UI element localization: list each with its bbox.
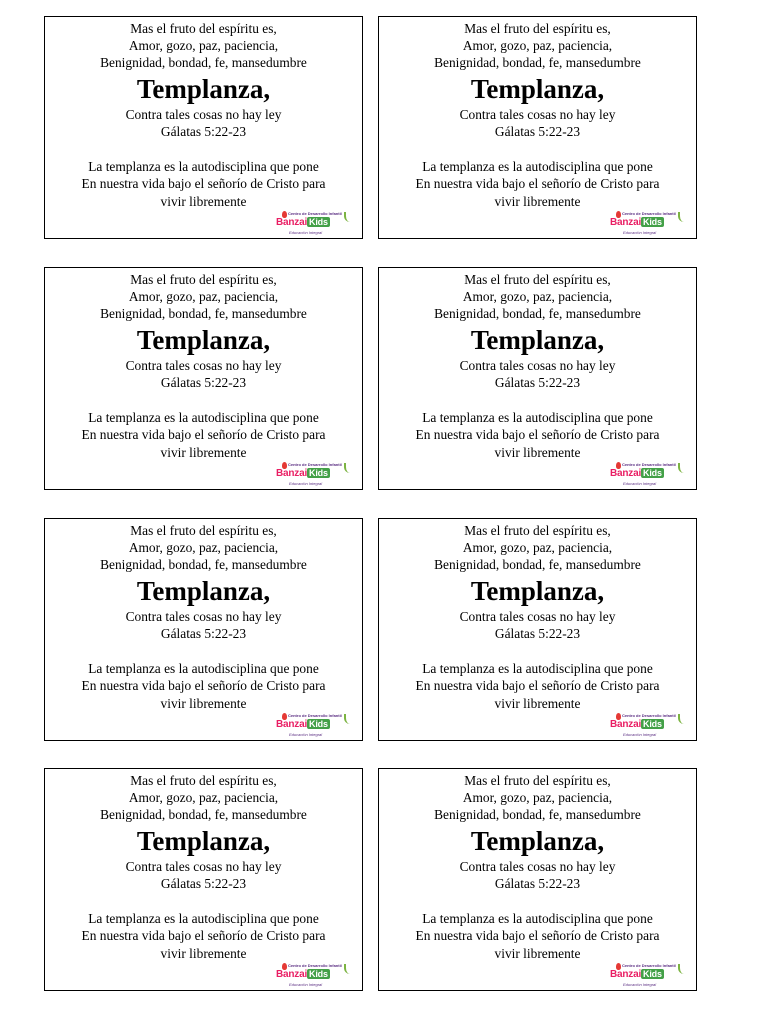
logo-brand-main: Banzai [610,969,642,980]
temperance-card [378,16,697,239]
description-line: vivir libremente [160,193,247,209]
card-reference [379,608,696,642]
verse-line: Benignidad, bondad, fe, mansedumbre [100,306,307,322]
logo-brand-kids: Kids [643,217,662,227]
verse-line: Benignidad, bondad, fe, mansedumbre [100,55,307,71]
logo-brand-kids: Kids [643,969,662,979]
logo-brand-kids: Kids [643,468,662,478]
sprout-icon [344,463,352,473]
reference-citation: Gálatas 5:22-23 [160,124,247,140]
temperance-card [378,518,697,741]
verse-line: Benignidad, bondad, fe, mansedumbre [100,807,307,823]
logo-brand-kids: Kids [309,468,328,478]
sprout-icon [344,714,352,724]
temperance-card [44,518,363,741]
description-line: En nuestra vida bajo el señorío de Cristo para [415,678,660,694]
logo-tagline-bottom: Educación Integral [289,230,323,235]
verse-line: Amor, gozo, paz, paciencia, [128,540,279,556]
logo-brand [276,719,330,731]
description-line: En nuestra vida bajo el señorío de Cristo para [415,427,660,443]
reference-citation: Gálatas 5:22-23 [160,375,247,391]
card-description [45,910,362,962]
description-line: La templanza es la autodisciplina que pone [422,159,653,174]
card-description [45,660,362,712]
description-line: vivir libremente [160,444,247,460]
verse-line: Benignidad, bondad, fe, mansedumbre [434,55,641,71]
verse-line: Amor, gozo, paz, paciencia, [462,540,613,556]
logo-tagline-bottom: Educación Integral [623,982,657,987]
description-line: vivir libremente [160,695,247,711]
sprout-icon [678,463,686,473]
logo-tagline-top: Centro de Desarrollo Infantil [622,963,676,968]
verse-line: Mas el fruto del espíritu es, [464,272,611,287]
logo-brand-main: Banzai [276,217,308,228]
reference-citation: Gálatas 5:22-23 [494,626,581,642]
logo-tagline-top: Centro de Desarrollo Infantil [622,211,676,216]
verse-line: Benignidad, bondad, fe, mansedumbre [434,557,641,573]
description-line: La templanza es la autodisciplina que pone [88,410,319,425]
verse-line: Mas el fruto del espíritu es, [130,21,277,36]
logo-brand-kids: Kids [643,719,662,729]
description-line: En nuestra vida bajo el señorío de Cristo para [415,928,660,944]
card-verse [45,271,362,323]
logo-brand-main: Banzai [276,468,308,479]
card-title: Templanza, [470,576,605,606]
card-description [379,158,696,210]
card-reference [45,357,362,391]
description-line: La templanza es la autodisciplina que pone [88,911,319,926]
verse-line: Benignidad, bondad, fe, mansedumbre [100,557,307,573]
reference-line: Contra tales cosas no hay ley [125,358,282,373]
banzai-kids-logo [610,713,686,737]
logo-brand-main: Banzai [276,969,308,980]
card-description [379,660,696,712]
description-line: La templanza es la autodisciplina que pone [88,661,319,676]
description-line: En nuestra vida bajo el señorío de Cristo para [81,678,326,694]
verse-line: Mas el fruto del espíritu es, [464,773,611,788]
description-line: La templanza es la autodisciplina que pone [422,410,653,425]
verse-line: Mas el fruto del espíritu es, [464,21,611,36]
reference-citation: Gálatas 5:22-23 [160,626,247,642]
logo-tagline-bottom: Educación Integral [623,230,657,235]
logo-brand [610,719,664,731]
temperance-card [44,267,363,490]
card-reference [45,858,362,892]
card-description [379,910,696,962]
temperance-card [378,768,697,991]
card-verse [45,20,362,72]
reference-citation: Gálatas 5:22-23 [160,876,247,892]
logo-tagline-top: Centro de Desarrollo Infantil [622,713,676,718]
description-line: vivir libremente [494,695,581,711]
reference-line: Contra tales cosas no hay ley [459,107,616,122]
reference-citation: Gálatas 5:22-23 [494,876,581,892]
reference-line: Contra tales cosas no hay ley [459,859,616,874]
logo-brand-kids: Kids [309,719,328,729]
verse-line: Mas el fruto del espíritu es, [130,523,277,538]
logo-brand [276,969,330,981]
banzai-kids-logo [276,462,352,486]
logo-tagline-bottom: Educación Integral [289,481,323,486]
card-verse [379,271,696,323]
verse-line: Mas el fruto del espíritu es, [130,773,277,788]
card-title: Templanza, [136,74,271,104]
card-description [45,158,362,210]
card-description [45,409,362,461]
card-verse [379,522,696,574]
reference-line: Contra tales cosas no hay ley [125,107,282,122]
logo-tagline-top: Centro de Desarrollo Infantil [288,462,342,467]
banzai-kids-logo [276,713,352,737]
banzai-kids-logo [276,211,352,235]
temperance-card [44,16,363,239]
description-line: vivir libremente [494,444,581,460]
card-description [379,409,696,461]
verse-line: Mas el fruto del espíritu es, [464,523,611,538]
card-title: Templanza, [470,74,605,104]
description-line: vivir libremente [494,193,581,209]
sprout-icon [344,964,352,974]
card-title: Templanza, [470,325,605,355]
description-line: En nuestra vida bajo el señorío de Cristo para [415,176,660,192]
description-line: En nuestra vida bajo el señorío de Cristo para [81,176,326,192]
logo-tagline-top: Centro de Desarrollo Infantil [622,462,676,467]
logo-brand-main: Banzai [276,719,308,730]
card-title: Templanza, [470,826,605,856]
logo-tagline-top: Centro de Desarrollo Infantil [288,963,342,968]
logo-brand [610,969,664,981]
logo-tagline-top: Centro de Desarrollo Infantil [288,713,342,718]
logo-brand-main: Banzai [610,719,642,730]
verse-line: Amor, gozo, paz, paciencia, [462,790,613,806]
sprout-icon [678,212,686,222]
logo-tagline-bottom: Educación Integral [623,481,657,486]
description-line: vivir libremente [494,945,581,961]
description-line: La templanza es la autodisciplina que pone [422,661,653,676]
verse-line: Amor, gozo, paz, paciencia, [462,38,613,54]
card-verse [379,20,696,72]
reference-line: Contra tales cosas no hay ley [125,859,282,874]
verse-line: Benignidad, bondad, fe, mansedumbre [434,306,641,322]
sprout-icon [678,714,686,724]
banzai-kids-logo [610,963,686,987]
logo-brand-kids: Kids [309,217,328,227]
card-title: Templanza, [136,576,271,606]
verse-line: Amor, gozo, paz, paciencia, [128,38,279,54]
logo-brand [610,217,664,229]
card-verse [45,522,362,574]
banzai-kids-logo [610,462,686,486]
reference-citation: Gálatas 5:22-23 [494,124,581,140]
banzai-kids-logo [610,211,686,235]
description-line: La templanza es la autodisciplina que pone [422,911,653,926]
card-reference [45,608,362,642]
description-line: En nuestra vida bajo el señorío de Cristo para [81,928,326,944]
card-title: Templanza, [136,325,271,355]
card-reference [379,106,696,140]
reference-line: Contra tales cosas no hay ley [459,609,616,624]
verse-line: Amor, gozo, paz, paciencia, [128,790,279,806]
reference-line: Contra tales cosas no hay ley [459,358,616,373]
card-verse [45,772,362,824]
logo-brand-main: Banzai [610,468,642,479]
banzai-kids-logo [276,963,352,987]
logo-tagline-bottom: Educación Integral [289,982,323,987]
temperance-card [44,768,363,991]
temperance-card [378,267,697,490]
logo-tagline-bottom: Educación Integral [623,732,657,737]
verse-line: Amor, gozo, paz, paciencia, [462,289,613,305]
verse-line: Benignidad, bondad, fe, mansedumbre [434,807,641,823]
description-line: En nuestra vida bajo el señorío de Cristo para [81,427,326,443]
verse-line: Amor, gozo, paz, paciencia, [128,289,279,305]
description-line: vivir libremente [160,945,247,961]
logo-brand [276,217,330,229]
card-verse [379,772,696,824]
reference-line: Contra tales cosas no hay ley [125,609,282,624]
logo-brand-kids: Kids [309,969,328,979]
sprout-icon [678,964,686,974]
sprout-icon [344,212,352,222]
reference-citation: Gálatas 5:22-23 [494,375,581,391]
card-reference [379,858,696,892]
logo-tagline-bottom: Educación Integral [289,732,323,737]
logo-tagline-top: Centro de Desarrollo Infantil [288,211,342,216]
logo-brand-main: Banzai [610,217,642,228]
card-reference [45,106,362,140]
logo-brand [610,468,664,480]
verse-line: Mas el fruto del espíritu es, [130,272,277,287]
card-reference [379,357,696,391]
description-line: La templanza es la autodisciplina que pone [88,159,319,174]
logo-brand [276,468,330,480]
card-title: Templanza, [136,826,271,856]
